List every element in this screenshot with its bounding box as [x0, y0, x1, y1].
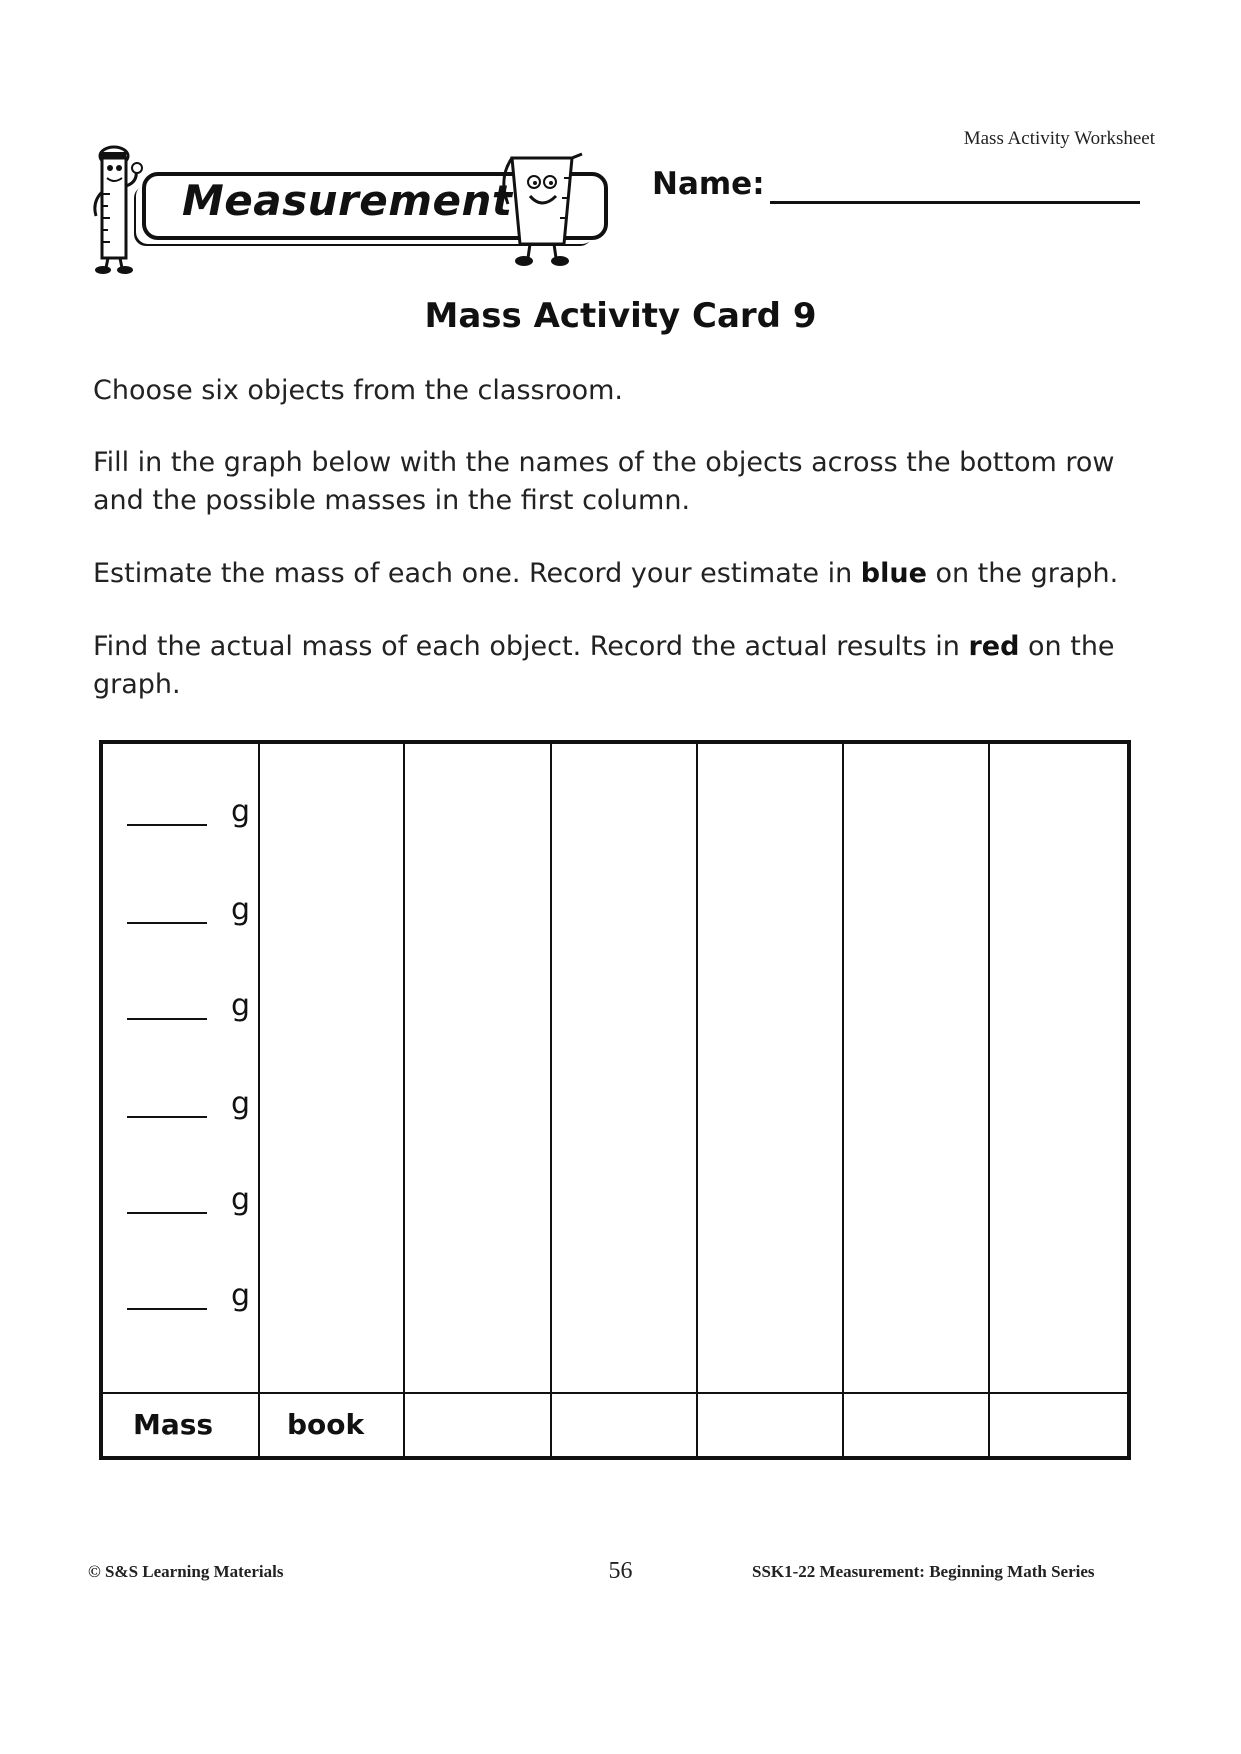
mass-row-5 — [127, 1184, 257, 1224]
name-field[interactable] — [770, 201, 1140, 204]
instruction-4 — [93, 628, 1153, 704]
object-label-book: book — [287, 1408, 365, 1441]
instruction-1: Choose six objects from the classroom. — [93, 375, 624, 406]
mass-row-6 — [127, 1280, 257, 1320]
name-label: Name: — [652, 166, 765, 202]
graph-column-divider — [988, 744, 990, 1456]
measuring-cup-mascot-icon — [494, 148, 589, 273]
graph-column-divider — [403, 744, 405, 1456]
footer-copyright: © S&S Learning Materials — [88, 1562, 284, 1581]
instruction-2: Fill in the graph below with the names of the objects across the bottom row and the possible masses in the first column. — [93, 447, 1115, 516]
mass-blank[interactable] — [127, 922, 207, 924]
mass-column-label: Mass — [133, 1408, 214, 1441]
mass-unit: g — [231, 892, 251, 927]
graph-column-divider — [258, 744, 260, 1456]
mass-row-2 — [127, 894, 257, 934]
graph-column-divider — [550, 744, 552, 1456]
instruction-3-text: Estimate the mass of each one. Record your estimate in — [93, 558, 861, 589]
red-emphasis: red — [968, 631, 1020, 662]
mass-blank[interactable] — [127, 824, 207, 826]
mass-row-3 — [127, 990, 257, 1030]
mass-row-4 — [127, 1088, 257, 1128]
graph-bottom-row-divider — [103, 1392, 1127, 1394]
mass-unit: g — [231, 1182, 251, 1217]
instruction-3 — [93, 555, 1153, 593]
mass-unit: g — [231, 1086, 251, 1121]
instruction-4-text: Find the actual mass of each object. Record the actual results in — [93, 631, 969, 662]
graph-column-divider — [842, 744, 844, 1456]
graph-column-divider — [696, 744, 698, 1456]
worksheet-label: Mass Activity Worksheet — [963, 128, 1155, 149]
mass-blank[interactable] — [127, 1018, 207, 1020]
mass-blank[interactable] — [127, 1308, 207, 1310]
mass-unit: g — [231, 1278, 251, 1313]
instruction-4-end: on the graph. — [93, 631, 1115, 700]
mass-unit: g — [231, 988, 251, 1023]
footer-series: SSK1-22 Measurement: Beginning Math Series — [752, 1562, 1095, 1581]
measurement-banner — [92, 142, 612, 282]
mass-unit: g — [231, 794, 251, 829]
banner-title: Measurement — [182, 176, 513, 225]
page-number: 56 — [608, 1558, 633, 1584]
mass-graph — [99, 740, 1131, 1460]
mass-blank[interactable] — [127, 1116, 207, 1118]
mass-blank[interactable] — [127, 1212, 207, 1214]
instruction-3-end: on the graph. — [926, 558, 1119, 589]
mass-row-1 — [127, 796, 257, 836]
page-title: Mass Activity Card 9 — [424, 296, 817, 336]
blue-emphasis: blue — [860, 558, 927, 589]
